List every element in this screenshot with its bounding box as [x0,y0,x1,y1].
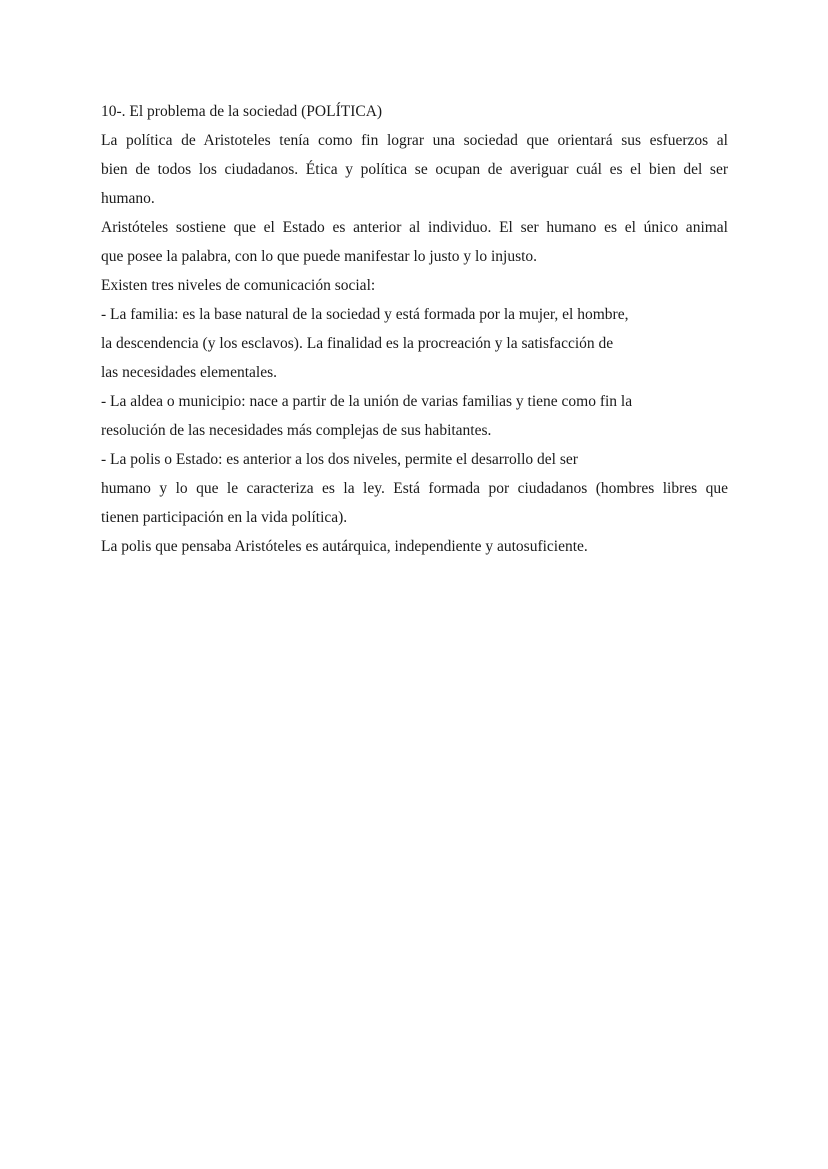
list-item-line: resolución de las necesidades más complejas de sus habitantes. [101,422,492,439]
paragraph-line: La polis que pensaba Aristóteles es autárquica, independiente y autosuficiente. [101,538,588,555]
document-body [101,97,728,561]
list-item-line: las necesidades elementales. [101,364,278,381]
list-item-line: - La familia: es la base natural de la sociedad y está formada por la mujer, el hombre, [101,306,629,323]
section-heading: 10-. El problema de la sociedad (POLÍTICA) [101,103,383,120]
paragraph-line: humano. [101,190,155,207]
paragraph-line: La política de Aristoteles tenía como fin lograr una sociedad que orientará sus esfuerzos al [101,132,728,149]
list-item-line: - La polis o Estado: es anterior a los dos niveles, permite el desarrollo del ser [101,451,578,468]
list-item-line: humano y lo que le caracteriza es la ley. Está formada por ciudadanos (hombres libres que [101,480,728,497]
paragraph-line: bien de todos los ciudadanos. Ética y política se ocupan de averiguar cuál es el bien del ser [101,161,728,178]
paragraph-line: Aristóteles sostiene que el Estado es anterior al individuo. El ser humano es el único animal [101,219,728,236]
list-item-line: - La aldea o municipio: nace a partir de la unión de varias familias y tiene como fin la [101,393,633,410]
paragraph-line: que posee la palabra, con lo que puede manifestar lo justo y lo injusto. [101,248,538,265]
list-item-line: tienen participación en la vida política). [101,509,348,526]
list-item-line: la descendencia (y los esclavos). La finalidad es la procreación y la satisfacción de [101,335,614,352]
paragraph-line: Existen tres niveles de comunicación social: [101,277,376,294]
